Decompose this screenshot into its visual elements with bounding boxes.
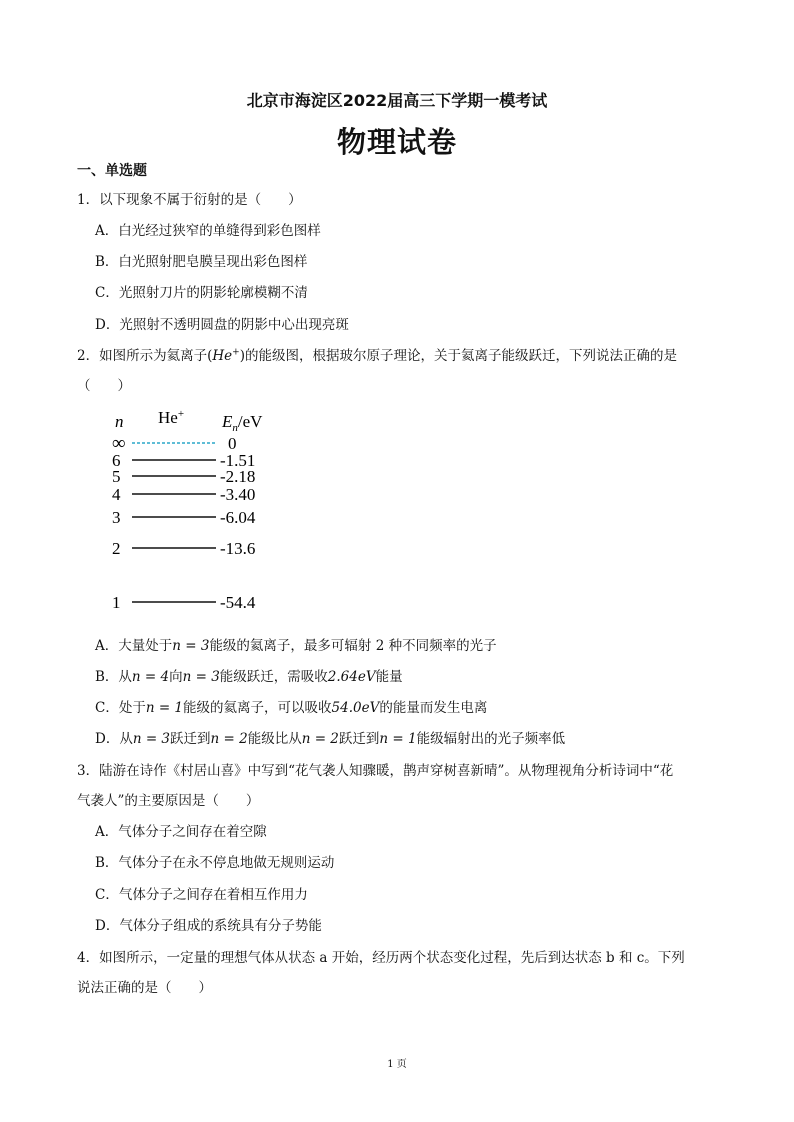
q2-option-a: A．大量处于n = 3能级的氦离子，最多可辐射 2 种不同频率的光子 [95, 638, 497, 654]
q2-option-d: D．从n = 3跃迁到n = 2能级比从n = 2跃迁到n = 1能级辐射出的光子频率低 [95, 731, 566, 747]
level-n-label: ∞ [112, 433, 126, 454]
col-species-label: He+ [158, 408, 185, 427]
question-text: 陆游在诗作《村居山喜》中写到“花气袭人知骤暖，鹊声穿树喜新晴”。从物理视角分析诗词中“花 [99, 763, 674, 779]
q1-option-c: C．光照射刀片的阴影轮廓模糊不清 [95, 285, 308, 301]
level-energy-label: -13.6 [220, 539, 256, 558]
col-n-label: n [115, 412, 124, 431]
question-2-stem: 2．如图所示为氦离子(He+)的能级图，根据玻尔原子理论，关于氦离子能级跃迁，下列说法正确的是 [77, 347, 677, 364]
q3-option-d: D．气体分子组成的系统具有分子势能 [95, 918, 322, 934]
q3-option-a: A．气体分子之间存在着空隙 [95, 824, 267, 840]
level-n-label: 3 [112, 508, 121, 527]
level-energy-label: -6.04 [220, 508, 256, 527]
level-n-label: 4 [112, 485, 121, 504]
col-energy-label: $E_n/eV$ [222, 412, 263, 434]
q1-option-a: A．白光经过狭窄的单缝得到彩色图样 [95, 223, 321, 239]
question-3-stem [77, 759, 673, 779]
question-1-stem [77, 188, 302, 208]
question-4-stem-cont: 说法正确的是（ ） [77, 980, 212, 996]
level-energy-label: -1.51 [220, 451, 256, 470]
level-energy-label: 0 [228, 434, 237, 453]
exam-title: 物理试卷 [336, 125, 457, 159]
q3-option-c: C．气体分子之间存在着相互作用力 [95, 887, 308, 903]
exam-subtitle: 北京市海淀区2022届高三下学期一模考试 [246, 91, 548, 110]
level-n-label: 5 [112, 467, 121, 486]
section-heading: 一、单选题 [77, 163, 147, 179]
energy-levels [112, 433, 256, 612]
question-number: 4． [77, 950, 100, 966]
question-2-stem-cont: （ ） [77, 378, 131, 394]
question-number: 1． [77, 192, 100, 208]
question-text: 如图所示，一定量的理想气体从状态 a 开始，经历两个状态变化过程，先后到达状态 b 和 c。下列 [99, 950, 685, 966]
page-number: 1 页 [387, 1059, 407, 1070]
q3-option-b: B．气体分子在永不停息地做无规则运动 [95, 855, 335, 871]
question-number: 3． [77, 763, 100, 779]
level-energy-label: -54.4 [220, 593, 256, 612]
level-energy-label: -3.40 [220, 485, 256, 504]
level-n-label: 2 [112, 539, 121, 558]
q1-option-d: D．光照射不透明圆盘的阴影中心出现亮斑 [95, 317, 349, 333]
question-3-stem-cont: 气袭人”的主要原因是（ ） [77, 793, 260, 809]
level-n-label: 1 [112, 593, 121, 612]
level-n-label: 6 [112, 451, 121, 470]
energy-level-diagram [100, 400, 290, 620]
question-number: 2． [77, 348, 100, 364]
q2-option-c: C．处于n = 1能级的氦离子，可以吸收54.0eV的能量而发生电离 [95, 700, 488, 716]
level-energy-label: -2.18 [220, 467, 256, 486]
q1-option-b: B．白光照射肥皂膜呈现出彩色图样 [95, 254, 308, 270]
question-4-stem [77, 946, 685, 966]
question-text: 以下现象不属于衍射的是（ ） [99, 192, 302, 208]
q2-option-b: B．从n = 4向n = 3能级跃迁，需吸收2.64eV能量 [95, 669, 403, 685]
